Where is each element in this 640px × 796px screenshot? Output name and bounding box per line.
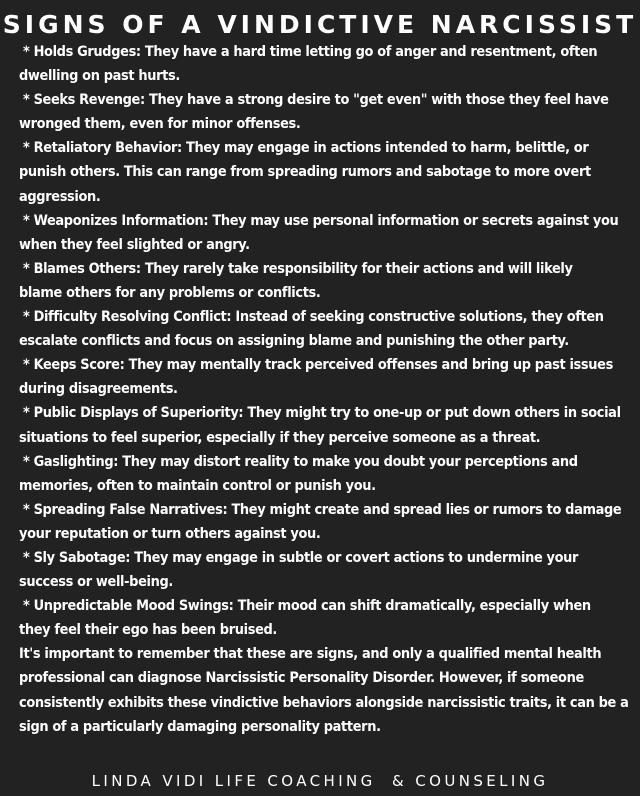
list-item-spreading-false-narratives bbox=[19, 498, 629, 546]
item-heading: * Unpredictable Mood Swings: Their mood can shift dramatically, especially when bbox=[23, 598, 591, 615]
item-heading: * Keeps Score: They may mentally track perceived offenses and bring up past issues bbox=[23, 357, 613, 374]
page-title: SIGNS OF A VINDICTIVE NARCISSIST bbox=[2, 10, 638, 39]
item-heading: * Seeks Revenge: They have a strong desire to "get even" with those they feel have bbox=[23, 92, 609, 109]
item-continuation: your reputation or turn others against you. bbox=[19, 525, 321, 542]
list-item-keeps-score bbox=[19, 353, 629, 401]
item-continuation: situations to feel superior, especially if they perceive someone as a threat. bbox=[19, 429, 541, 446]
item-continuation: escalate conflicts and focus on assigning blame and punishing the other party. bbox=[19, 333, 569, 350]
item-heading: * Weaponizes Information: They may use personal information or secrets against you bbox=[23, 212, 619, 229]
closing-paragraph: It's important to remember that these are signs, and only a qualified mental health professional can diagnose Narcissistic Personality Disorder. However, if someone consistently exhibits these vindictive behaviors alongside narcissistic traits, it can be a sign of a particularly damaging personality pattern. bbox=[19, 646, 629, 735]
list-item-unpredictable-mood-swings bbox=[19, 594, 629, 642]
list-item-difficulty-resolving-conflict bbox=[19, 305, 629, 353]
list-item-holds-grudges bbox=[19, 40, 629, 88]
item-continuation: punish others. This can range from spreading rumors and sabotage to more overt aggression. bbox=[19, 164, 591, 205]
footer-credit: LINDA VIDI LIFE COACHING & COUNSELING bbox=[91, 772, 549, 790]
item-continuation: blame others for any problems or conflicts. bbox=[19, 284, 321, 301]
item-continuation: they feel their ego has been bruised. bbox=[19, 622, 277, 639]
item-heading: * Retaliatory Behavior: They may engage in actions intended to harm, belittle, or bbox=[23, 140, 589, 157]
item-continuation: success or well-being. bbox=[19, 574, 173, 591]
list-item-gaslighting bbox=[19, 450, 629, 498]
item-continuation: when they feel slighted or angry. bbox=[19, 236, 250, 253]
list-item-seeks-revenge bbox=[19, 88, 629, 136]
list-item-blames-others bbox=[19, 257, 629, 305]
item-continuation: dwelling on past hurts. bbox=[19, 68, 180, 85]
item-heading: * Spreading False Narratives: They might create and spread lies or rumors to damage bbox=[23, 501, 622, 518]
list-item-retaliatory-behavior bbox=[19, 136, 629, 208]
item-continuation: wronged them, even for minor offenses. bbox=[19, 116, 301, 133]
signs-list bbox=[19, 40, 629, 739]
item-heading: * Blames Others: They rarely take responsibility for their actions and will likely bbox=[23, 260, 573, 277]
list-item-weaponizes-information bbox=[19, 209, 629, 257]
item-continuation: memories, often to maintain control or punish you. bbox=[19, 477, 376, 494]
item-heading: * Public Displays of Superiority: They might try to one-up or put down others in social bbox=[23, 405, 621, 422]
list-item-sly-sabotage bbox=[19, 546, 629, 594]
item-heading: * Gaslighting: They may distort reality to make you doubt your perceptions and bbox=[23, 453, 578, 470]
item-continuation: during disagreements. bbox=[19, 381, 178, 398]
list-item-public-displays-of-superiority bbox=[19, 401, 629, 449]
item-heading: * Difficulty Resolving Conflict: Instead of seeking constructive solutions, they often bbox=[23, 309, 604, 326]
item-heading: * Holds Grudges: They have a hard time letting go of anger and resentment, often bbox=[23, 44, 598, 60]
item-heading: * Sly Sabotage: They may engage in subtle or covert actions to undermine your bbox=[23, 549, 579, 566]
